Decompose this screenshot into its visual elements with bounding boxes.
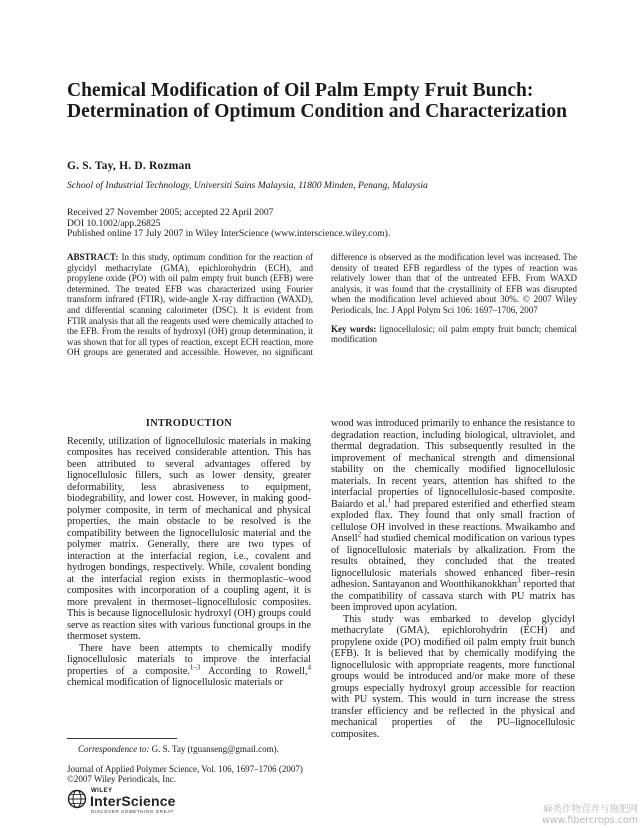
correspondence-note: Correspondence to: G. S. Tay (tguanseng@gmail.com). [78,744,279,754]
interscience-wordmark: InterScience [90,793,176,809]
journal-line: Journal of Applied Polymer Science, Vol. 106, 1697–1706 (2007) [67,764,303,774]
citation: 2 [357,530,362,539]
paper-title: Chemical Modification of Oil Palm Empty Fruit Bunch: Determination of Optimum Condition and Characterization [67,80,567,122]
body-column-left [67,418,311,689]
citation: 4 [307,663,311,672]
author-list: G. S. Tay, H. D. Rozman [67,160,192,172]
globe-icon [67,789,87,809]
keywords-label: Key words: [331,323,377,334]
abstract-label: ABSTRACT: [67,252,119,262]
site-watermark: 麻类作物营养与施肥网 www.fibercrops.com [541,804,638,826]
journal-citation [67,764,303,785]
keywords: lignocellulosic; oil palm empty fruit bunch; chemical modification [331,323,578,345]
citation: 3 [517,576,521,585]
abstract-text: In this study, optimum condition for the reaction of glycidyl methacrylate (GMA), epichlorohydrin (ECH), and propylene oxide (PO) with oil palm empty fruit bunch (EFB) were determined. The treated EFB was characterized using Fourier transform infrared (FTIR), wide-angle X-ray diffraction (WAXD), and differential scanning calorimeter (DSC). It is evident from FTIR analysis that all the reagents used were chemically attached to the EFB. From the results of hydroxyl (OH) group determination, it was shown that for all types of reaction, except ECH reaction, more OH groups are generated and accessible. However, no significant difference is observed as the modification level was increased. The density of treated EFB regardless of the types of reaction was relatively lower than that of the untreated EFB. From WAXD analysis, it was found that the crystallinity of EFB was disrupted when the modification level achieved about 30%. © 2007 Wiley Periodicals, Inc. J Appl Polym Sci 106: 1697–1706, 2007 [67,252,577,358]
affiliation: School of Industrial Technology, Universiti Sains Malaysia, 11800 Minden, Penang, Malaysia [67,180,428,191]
citation: 1 [387,496,392,505]
wiley-interscience-logo [67,787,227,817]
logo-tagline: DISCOVER SOMETHING GREAT [91,809,174,814]
received-date: Received 27 November 2005; accepted 22 April 2007 [67,207,274,218]
paragraph: There have been attempts to chemically modify lignocellulosic materials to improve the interfacial properties of a composite.$^{1-3}$ According to Rowell,$^4$ chemical modification of lignocellulosic materials or [67,642,311,688]
copyright-line: ©2007 Wiley Periodicals, Inc. [67,774,177,785]
section-heading-introduction: INTRODUCTION [145,418,233,429]
footnote-rule [67,738,177,739]
paragraph: This study was embarked to develop glycidyl methacrylate (GMA), epichlorohydrin (ECH) and propylene oxide (PO) modified oil palm empty fruit bunch (EFB). It is believed that by chemically modifying the lignocellulosic with appropriate reagents, more functional groups would be introduced and/or make more of these groups especially hydroxyl group accessible for reaction with PU system. This would in turn increase the stress transfer efficiency and be reflected in the physical and mechanical properties of the PU–lignocellulosic composites. [331,613,575,740]
published-online: Published online 17 July 2007 in Wiley InterScience (www.interscience.wiley.com). [67,228,391,240]
wiley-wordmark: WILEY [91,788,113,794]
body-column-right [331,418,575,740]
doi: DOI 10.1002/app.26825 [67,217,161,229]
paragraph: Recently, utilization of lignocellulosic materials in making composites has received considerable attention. This has been attributed to several advantages offered by lignocellulosic fillers, such as lower density, greater deformability, less abrasiveness to equipment, biodegrability, and lower cost. However, in making good-polymer composite, in term of mechanical and physical properties, the main obstacle to be resolved is the compatibility between the lignocellulosic material and the polymer matrix. Generally, there are two types of interaction at the interfacial region, i.e., covalent and hydrogen bondings, respectively. While, covalent bonding at the interfacial region exists in thermoplastic–wood composites with incorporation of a coupling agent, it is more prevalent in thermoset–lignocellulosic composites. This is because lignocellulosic hydroxyl (OH) groups could serve as reaction sites with various functional groups in the thermoset system. [67,435,311,642]
abstract [67,252,577,368]
paragraph: wood was introduced primarily to enhance the resistance to degradation reaction, including biological, ultraviolet, and thermal degradation. This subsequently resulted in the improvement of mechanical strength and dimensional stability on the chemically modified lignocellulosic materials. In recent years, attention has shifted to the interfacial properties of lignocellulosic-based composite. Baiardo et al.$^1$ had prepared esterified and etherfied steam exploded flax. They found that only small fraction of cellulose OH involved in these reactions. Mwaikambo and Ansell$^2$ had studied chemical modification on various types of lignocellulosic materials by alkalization. From the results obtained, they concluded that the treated lignocellulosic materials showed enhanced fiber–resin adhesion. Santayanon and Wootthikanokkhan$^3$ reported that the compatibility of cassava starch with PU matrix has been improved upon acylation. [331,418,576,613]
citation: 1–3 [189,663,201,672]
publication-history [67,208,587,240]
